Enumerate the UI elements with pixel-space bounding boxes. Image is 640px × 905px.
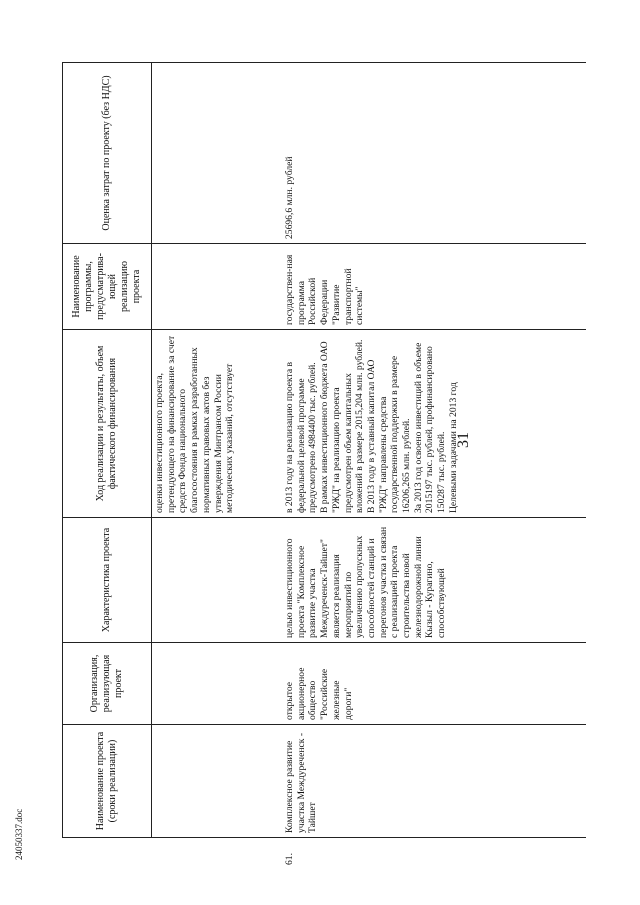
header-progress: Ход реализации и результаты, объем фактического финансирования: [63, 330, 152, 518]
header-program: Наименование программы, предусматрива-ющей реализацию проекта: [63, 244, 152, 330]
cell-empty: [152, 643, 275, 725]
cell-project-name: [274, 725, 586, 865]
progress-paragraph: За 2013 год освоено инвестиций в объеме 2015197 тыс. рублей, профинансировано 150287 тыс. рублей.: [412, 342, 448, 513]
page-number: 31: [455, 432, 472, 448]
progress-paragraph: В рамках инвестиционного бюджета ОАО "РЖД" на реализацию проекта предусмотрен объем капитальных вложений в размере 2015,204 млн. рублей. В 2013 году в уставный капитал ОАО "РЖД" направлены средства государственной поддержки в размере 16206,265 млн. рублей.: [319, 339, 413, 513]
progress-paragraph: в 2013 году на реализацию проекта в федеральной целевой программе предусмотрено 4984400 тыс. рублей.: [284, 361, 319, 513]
rotated-table-region: [62, 63, 592, 865]
cell-empty: [152, 63, 275, 244]
cell-empty: [152, 518, 275, 643]
table-row-project-61: [274, 63, 586, 838]
header-cost: Оценка затрат по проекту (без НДС): [63, 63, 152, 244]
project-name-text: Комплексное развитие участка Междуреченск - Тайшет: [284, 732, 319, 833]
cell-progress-continuation: оценки инвестиционного проекта, претендующего на финансирование за счет средств Фонда национального благосостояния в рамках разработанных нормативных правовых актов без утверждения Минтрансом России методических указаний, отсутствует: [152, 330, 275, 518]
cell-progress: [274, 330, 586, 518]
header-characteristic: Характеристика проекта: [63, 518, 152, 643]
table-row-continuation: [152, 63, 275, 838]
table-header-row: [63, 63, 152, 838]
progress-paragraph: Целевыми задачами на 2013 год: [447, 382, 459, 513]
header-organization: Организация, реализующая проект: [63, 643, 152, 725]
cell-cost: 25696,6 млн. рублей: [274, 63, 586, 244]
row-number: 61.: [284, 853, 295, 865]
document-code: 24050337.doc: [14, 808, 24, 860]
cell-organization: открытое акционерное общество "Российские железные дороги": [274, 643, 586, 725]
cell-program: государствен-ная программа Российской Федерации "Развитие транспортной системы": [274, 244, 586, 330]
header-project-name: Наименование проекта (сроки реализации): [63, 725, 152, 838]
cell-characteristic: целью инвестиционного проекта "Комплексное развитие участка Междуреченск-Тайшет" является реализация мероприятий по увеличению пропускных способностей станций и перегонов участка и связан с реализацией проекта строительства новой железнодорожной линии Кызыл - Курагино, способствующей: [274, 518, 586, 643]
cell-empty: [152, 244, 275, 330]
projects-table: [62, 62, 586, 865]
cell-empty: [152, 725, 275, 838]
